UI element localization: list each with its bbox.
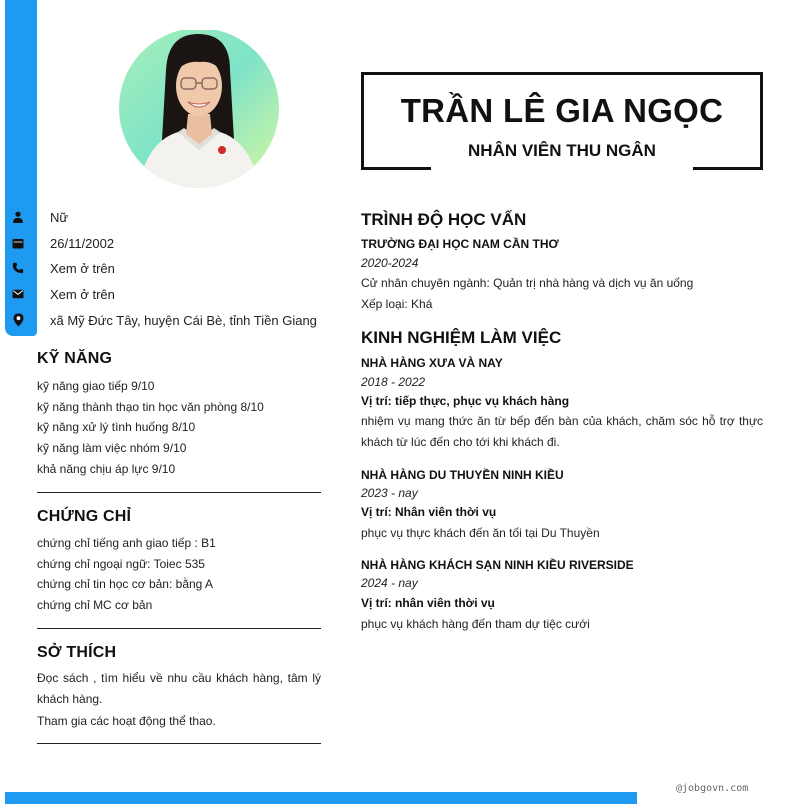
- candidate-name: TRẦN LÊ GIA NGỌC: [400, 92, 724, 129]
- contact-phone: [10, 257, 340, 279]
- education-grade: Xếp loại: Khá: [361, 297, 433, 311]
- contact-birthdate: [10, 232, 340, 254]
- hobby-text: Tham gia các hoạt động thể thao.: [37, 714, 216, 728]
- experience-heading: KINH NGHIỆM LÀM VIỆC: [361, 328, 562, 347]
- box-corner-left: [361, 167, 431, 170]
- job-company: NHÀ HÀNG KHÁCH SẠN NINH KIỀU RIVERSIDE: [361, 558, 634, 572]
- skills-heading: KỸ NĂNG: [37, 350, 113, 367]
- candidate-title: NHÂN VIÊN THU NGÂN: [468, 141, 656, 160]
- contact-gender: [10, 206, 340, 228]
- education-heading: TRÌNH ĐỘ HỌC VẤN: [361, 210, 527, 229]
- skill-item: kỹ năng xử lý tình huống 8/10: [37, 420, 196, 434]
- watermark: @jobgovn.com: [676, 783, 749, 794]
- location-icon: [10, 312, 26, 328]
- avatar: [118, 30, 280, 190]
- school-name: TRƯỜNG ĐẠI HỌC NAM CẦN THƠ: [361, 237, 559, 251]
- job-period: 2023 - nay: [361, 486, 418, 500]
- gender-value: Nữ: [50, 209, 69, 225]
- email-value[interactable]: Xem ở trên: [50, 286, 115, 302]
- name-header-box: [361, 72, 763, 170]
- job-period: 2018 - 2022: [361, 375, 426, 389]
- job-position: Vị trí: nhân viên thời vụ: [361, 596, 495, 610]
- footer-accent-bar: [5, 792, 637, 804]
- contact-address: [10, 309, 340, 331]
- certificate-item: chứng chỉ tiếng anh giao tiếp : B1: [37, 536, 216, 550]
- skill-item: kỹ năng thành thạo tin học văn phòng 8/10: [37, 400, 264, 414]
- contact-email: [10, 283, 340, 305]
- calendar-icon: [10, 235, 26, 251]
- certificate-item: chứng chỉ ngoại ngữ: Toiec 535: [37, 557, 205, 571]
- skill-item: kỹ năng làm việc nhóm 9/10: [37, 441, 187, 455]
- job-description: nhiệm vụ mang thức ăn từ bếp đến bàn của khách, chăm sóc hỗ trợ thực khách từ lúc đến cho tới khi khách đi.: [361, 414, 763, 449]
- birthdate-value: 26/11/2002: [50, 235, 115, 251]
- email-icon: [10, 286, 26, 302]
- certificate-item: chứng chỉ MC cơ bản: [37, 598, 153, 612]
- job-period: 2024 - nay: [361, 576, 418, 590]
- skill-item: kỹ năng giao tiếp 9/10: [37, 379, 155, 393]
- education-major: Cử nhân chuyên ngành: Quản trị nhà hàng và dịch vụ ăn uống: [361, 276, 694, 290]
- divider: [37, 628, 321, 629]
- skill-item: khả năng chịu áp lực 9/10: [37, 462, 176, 476]
- divider: [37, 492, 321, 493]
- job-company: NHÀ HÀNG XƯA VÀ NAY: [361, 356, 503, 370]
- job-description: phục vụ thực khách đến ăn tối tại Du Thuyền: [361, 526, 600, 540]
- hobbies-heading: SỞ THÍCH: [37, 644, 117, 661]
- hobby-text: Đọc sách , tìm hiểu về nhu cầu khách hàng, tâm lý khách hàng.: [37, 671, 321, 706]
- job-company: NHÀ HÀNG DU THUYỀN NINH KIỀU: [361, 468, 564, 482]
- phone-value[interactable]: Xem ở trên: [50, 260, 115, 276]
- job-description: phục vụ khách hàng đến tham dự tiệc cưới: [361, 617, 590, 631]
- education-period: 2020-2024: [361, 256, 419, 270]
- job-position: Vị trí: Nhân viên thời vụ: [361, 505, 497, 519]
- certificates-heading: CHỨNG CHỈ: [37, 508, 132, 525]
- job-position: Vị trí: tiếp thực, phục vụ khách hàng: [361, 394, 570, 408]
- address-value: xã Mỹ Đức Tây, huyện Cái Bè, tỉnh Tiền Giang: [50, 312, 317, 328]
- phone-icon: [10, 260, 26, 276]
- box-corner-right: [693, 167, 763, 170]
- certificate-item: chứng chỉ tin học cơ bản: bằng A: [37, 577, 214, 591]
- person-icon: [10, 209, 26, 225]
- divider: [37, 743, 321, 744]
